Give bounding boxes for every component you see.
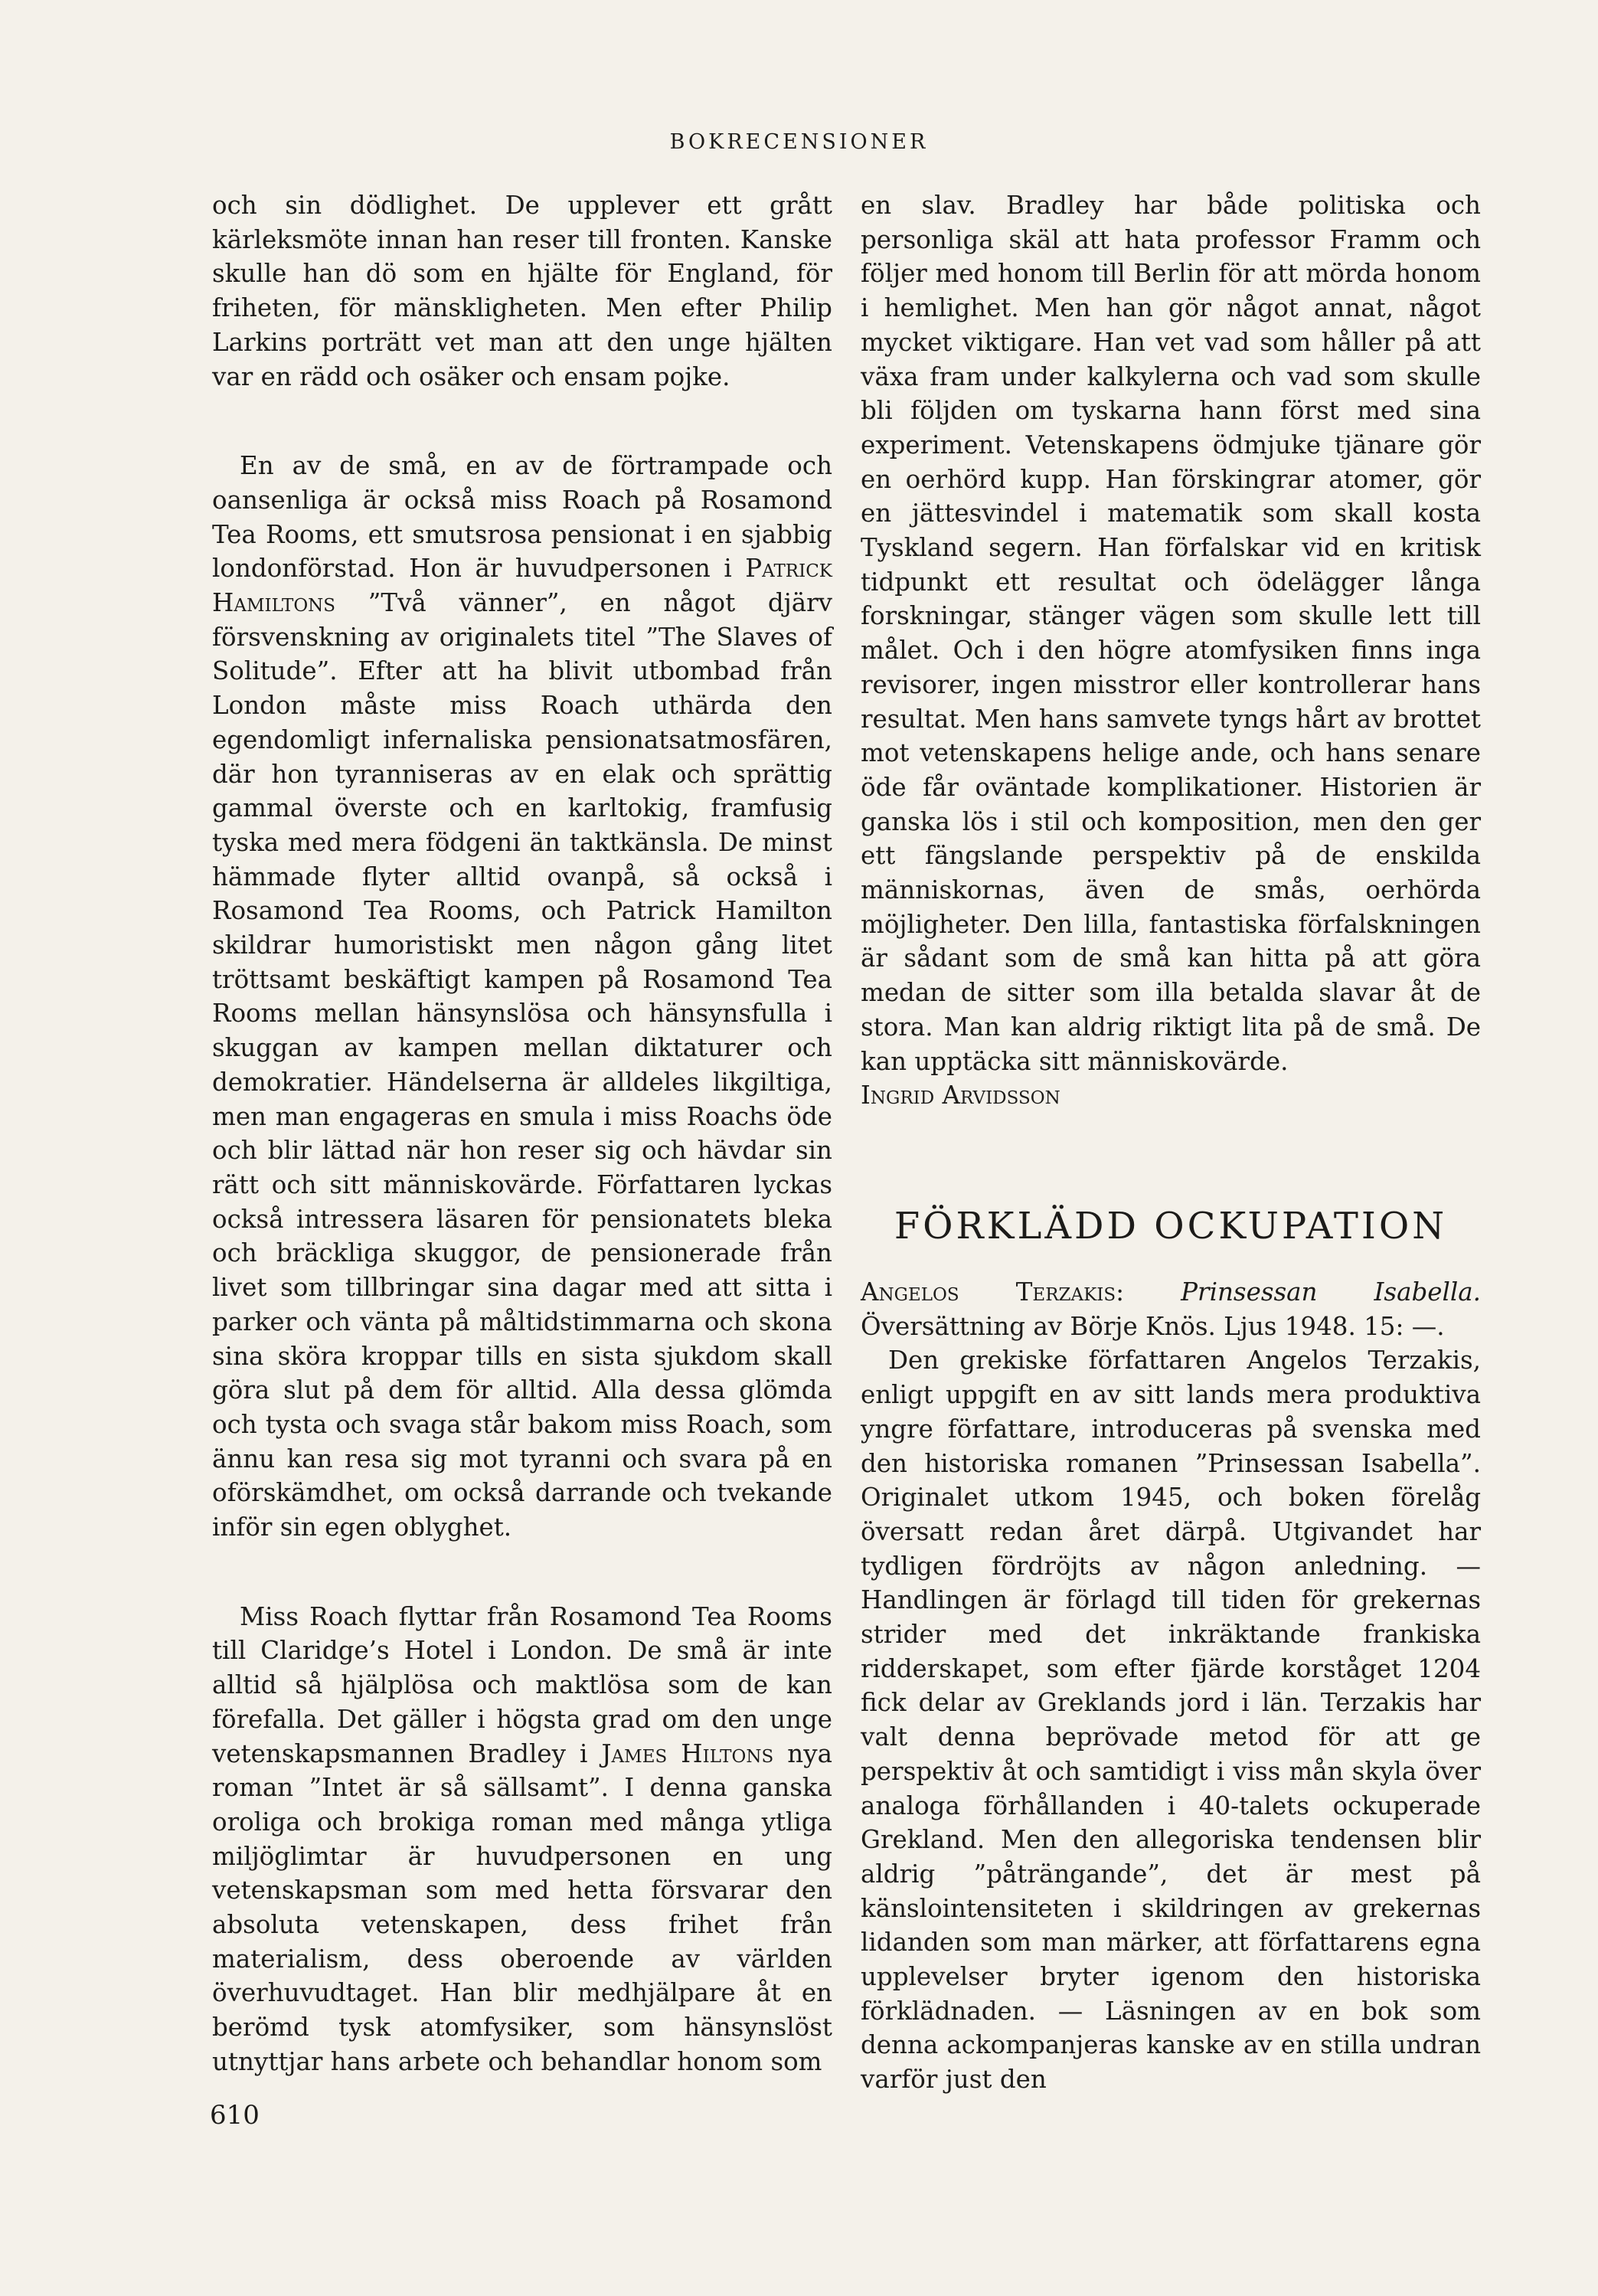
biblio-author: Angelos Terzakis: (861, 1277, 1125, 1307)
paragraph-hamilton-review (212, 449, 832, 1545)
biblio-details: Översättning av Börje Knös. Ljus 1948. 15: —. (861, 1311, 1445, 1341)
left-column (212, 188, 832, 2079)
paragraph-hilton-review (212, 1600, 832, 2079)
biblio-title: Prinsessan Isabella. (1181, 1277, 1481, 1307)
review-heading: FÖRKLÄDD OCKUPATION (894, 1204, 1448, 1248)
text-span: nya roman ”Intet är så sällsamt”. I denna ganska oroliga och brokiga roman med många ytliga miljöglimtar är huvudpersonen en ung vetenskapsman som med hetta försvarar den absoluta vetenskapen, dess frihet från materialism, dess oberoende av världen överhuvudtaget. Han blir medhjälpare åt en berömd tysk atomfysiker, som hänsynslöst utnyttjar hans arbete och behandlar honom som (212, 1738, 832, 2076)
reviewer-signature: Ingrid Arvidsson (861, 1081, 1060, 1110)
paragraph-terzakis-review: Den grekiske författaren Angelos Terzakis, enligt uppgift en av sitt lands mera produktiva yngre författare, introduceras på svenska med den historiska romanen ”Prinsessan Isabella”. Originalet utkom 1945, och boken förelåg översatt redan året därpå. Utgivandet har tydligen fördröjts av någon anledning. — Handlingen är förlagd till tiden för grekernas strider med det inkräktande frankiska ridderskapet, som efter fjärde korståget 1204 fick delar av Greklands jord i län. Terzakis har valt denna beprövade metod för att ge perspektiv åt och samtidigt i viss mån skyla över analoga förhållanden i 40-talets ockuperade Grekland. Men den allegoriska tendensen blir aldrig ”påträngande”, det är mest på känslointensiteten i skildringen av grekernas lidanden som man märker, att författarens egna upplevelser bryter igenom den historiska förklädnaden. — Läsningen av en bok som denna ackompanjeras kanske av en stilla undran varför just den (861, 1346, 1481, 2095)
text-span: ”Två vänner”, en något djärv försvenskning av originalets titel ”The Slaves of Solitude”. Efter att ha blivit utbombad från London måste miss Roach uthärda den egendomligt infernaliska pensionatsatmosfären, där hon tyranniseras av en elak och sprättig gammal överste och en karltokig, framfusig tyska med mera födgeni än taktkänsla. De minst hämmade flyter alltid ovanpå, så också i Rosamond Tea Rooms, och Patrick Hamilton skildrar humoristiskt men någon gång litet tröttsamt beskäftigt kampen på Rosamond Tea Rooms mellan hänsynslösa och hänsynsfulla i skuggan av kampen mellan diktaturer och demokratier. Händelserna är alldeles likgiltiga, men man engageras en smula i miss Roachs öde och blir lättad när hon reser sig och hävdar sin rätt och sitt människovärde. Författaren lyckas också intressera läsaren för pensionatets bleka och bräckliga skuggor, de pensionerade från livet som tillbringar sina dagar med att sitta i parker och vänta på måltidstimmarna och skona sina sköra kroppar tills en sista sjukdom skall göra slut på dem för alltid. Alla dessa glömda och tysta och svaga står bakom miss Roach, som ännu kan resa sig mot tyranni och svara på en oförskämdhet, om också darrande och tvekande inför sin egen oblyghet. (212, 588, 832, 1542)
paragraph-gap (212, 1545, 832, 1600)
text-span: Miss Roach flyttar från Rosamond Tea Rooms till Claridge’s Hotel i London. De små är inte alltid så hjälplösa och maktlösa som de kan förefalla. Det gäller i högsta grad om den unge vetenskapsmannen Bradley i (212, 1601, 832, 1768)
running-head: BOKRECENSIONER (669, 130, 929, 154)
paragraph: och sin dödlighet. De upplever ett grått kärleksmöte innan han reser till fronten. Kanske skulle han dö som en hjälte för England, för friheten, för mänskligheten. Men efter Philip Larkins porträtt vet man att den unge hjälten var en rädd och osäker och ensam pojke. (212, 191, 832, 391)
paragraph-gap (212, 394, 832, 449)
page-number: 610 (210, 2100, 260, 2131)
bibliographic-entry (861, 1275, 1481, 1343)
author-name: James Hiltons (601, 1738, 774, 1768)
author-name: Patrick Hamiltons (212, 554, 832, 618)
paragraph: en slav. Bradley har både politiska och personliga skäl att hata professor Framm och följer med honom till Berlin för att mörda honom i hemlighet. Men han gör något annat, något mycket viktigare. Han vet vad som håller på att växa fram under kalkylerna och vad som skulle bli följden om tyskarna hann först med sina experiment. Vetenskapens ödmjuke tjänare gör en oerhörd kupp. Han förskingrar atomer, gör en jättesvindel i matematik som skall kosta Tyskland segern. Han förfalskar vid en kritisk tidpunkt ett resultat och ödelägger långa forskningar, stänger vägen som skulle lett till målet. Och i den högre atomfysiken finns inga revisorer, ingen misstror eller kontrollerar hans resultat. Men hans samvete tyngs hårt av brottet mot vetenskapens helige ande, och hans senare öde får oväntade komplikationer. Historien är ganska lös i stil och komposition, men den ger ett fängslande perspektiv på de enskilda människornas, även de smås, oerhörda möjligheter. Den lilla, fantastiska förfalskningen är sådant som de små kan hitta på att göra medan de sitter som illa betalda slavar åt de stora. Man kan aldrig riktigt lita på de små. De kan upptäcka sitt människovärde. (861, 191, 1481, 1076)
text-span: En av de små, en av de förtrampade och oansenliga är också miss Roach på Rosamond Tea Rooms, ett smutsrosa pensionat i en sjabbig londonförstad. Hon är huvudpersonen i (212, 451, 832, 584)
right-column (861, 188, 1481, 2097)
